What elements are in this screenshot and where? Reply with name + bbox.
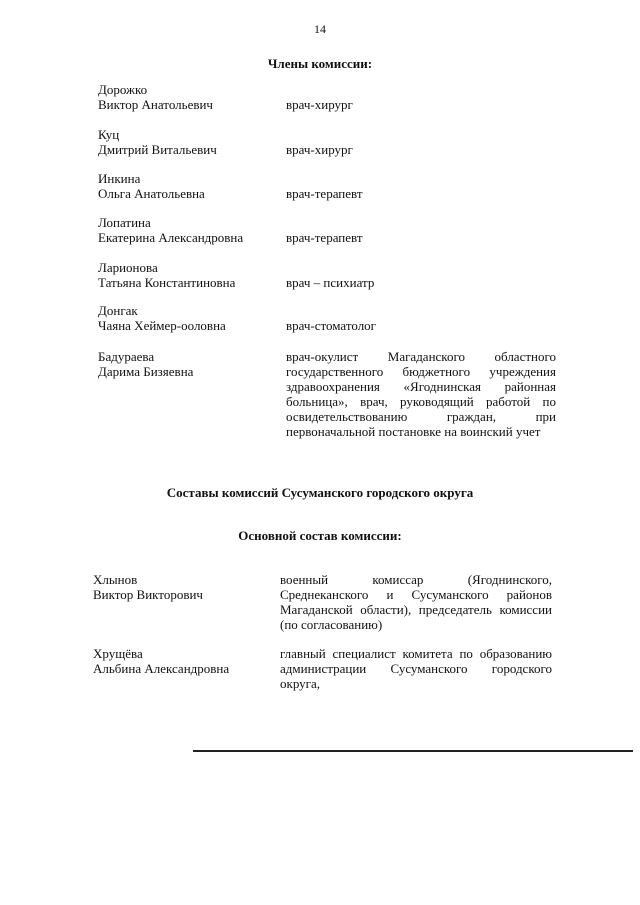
member-name <box>98 127 283 157</box>
member-surname: Дорожко <box>98 82 148 97</box>
member-role: врач – психиатр <box>286 275 375 290</box>
member-given-name: Альбина Александровна <box>93 661 230 676</box>
member-given-name: Ольга Анатольевна <box>98 186 205 201</box>
section-subheading-main: Основной состав комиссии: <box>238 528 402 543</box>
member-name <box>93 646 278 676</box>
member-surname: Донгак <box>98 303 138 318</box>
section-heading-compositions: Составы комиссий Сусуманского городского округа <box>166 485 474 500</box>
member-surname: Хлынов <box>93 572 138 587</box>
member-surname: Инкина <box>98 171 141 186</box>
member-given-name: Виктор Викторович <box>93 587 203 602</box>
member-given-name: Чаяна Хеймер-ооловна <box>98 318 226 333</box>
member-surname: Хрущёва <box>93 646 143 661</box>
member-name <box>98 215 283 245</box>
member-role: главный специалист комитета по образованию администрации Сусуманского городского округа, <box>280 646 552 691</box>
member-role: врач-хирург <box>286 142 353 157</box>
member-name <box>98 303 283 333</box>
member-name <box>98 171 283 201</box>
member-name <box>98 260 283 290</box>
member-name <box>98 82 283 112</box>
page-bottom-divider <box>193 750 633 752</box>
member-role: врач-терапевт <box>286 230 363 245</box>
member-given-name: Дарима Бизяевна <box>98 364 194 379</box>
member-surname: Бадураева <box>98 349 155 364</box>
member-role: врач-стоматолог <box>286 318 377 333</box>
member-role: врач-хирург <box>286 97 353 112</box>
member-role: врач-терапевт <box>286 186 363 201</box>
member-given-name: Татьяна Константиновна <box>98 275 236 290</box>
page-number: 14 <box>314 22 326 36</box>
member-given-name: Виктор Анатольевич <box>98 97 213 112</box>
member-given-name: Дмитрий Витальевич <box>98 142 217 157</box>
section-heading-members: Члены комиссии: <box>267 56 373 71</box>
member-role: врач-окулист Магаданского областного государственного бюджетного учреждения здравоохранения «Ягоднинская районная больница», врач, руководящий работой по освидетельствованию граждан, при первоначальной постановке на воинский учет <box>286 349 556 439</box>
member-name <box>98 349 283 379</box>
member-surname: Лопатина <box>98 215 151 230</box>
member-role: военный комиссар (Ягоднинского, Среднеканского и Сусуманского районов Магаданской области), председатель комиссии (по согласованию) <box>280 572 552 632</box>
member-name <box>93 572 278 602</box>
member-surname: Ларионова <box>98 260 158 275</box>
member-given-name: Екатерина Александровна <box>98 230 244 245</box>
member-surname: Куц <box>98 127 120 142</box>
